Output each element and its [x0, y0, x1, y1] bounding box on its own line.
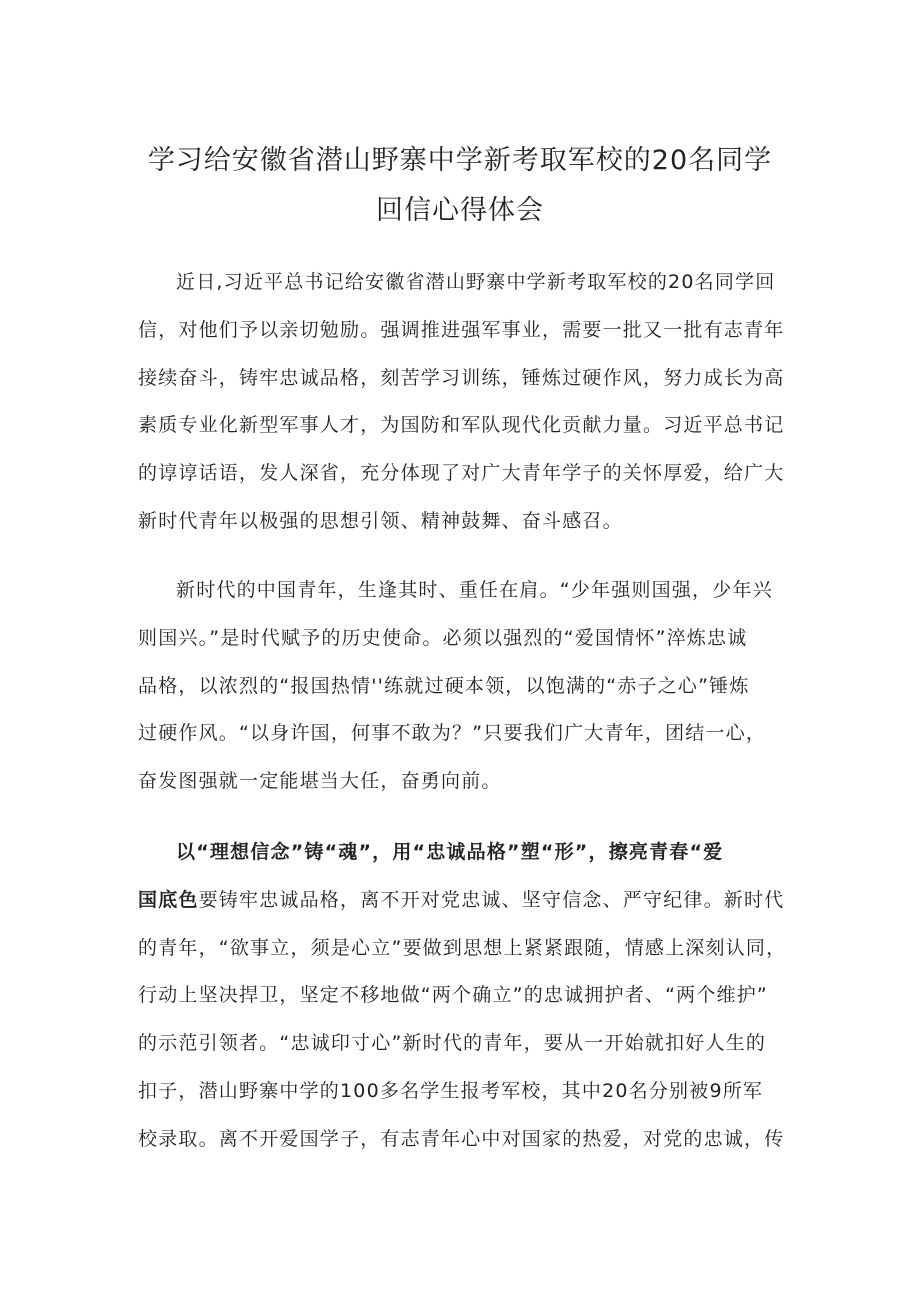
paragraph-line: 接续奋斗，铸牢忠诚品格，刻苦学习训练，锤炼过硬作风，努力成长为高	[138, 366, 785, 389]
paragraph-2	[138, 567, 798, 806]
paragraph-line-text: 要铸牢忠诚品格，离不开对党忠诚、坚守信念、严守纪律。新时代	[198, 888, 785, 911]
section-heading-tail: 国底色	[138, 888, 199, 911]
paragraph-line: 信，对他们予以亲切勉励。强调推进强军事业，需要一批又一批有志青年	[138, 318, 785, 341]
paragraph-line: 近日,习近平总书记给安徽省潜山野寨中学新考取军校的20名同学回	[176, 271, 776, 293]
document-title	[100, 136, 820, 236]
paragraph-line: 的示范引领者。“忠诚印寸心”新时代的青年，要从一开始就扣好人生的	[138, 1032, 767, 1055]
paragraph-line-with-heading-tail	[138, 877, 798, 925]
paragraph-1	[138, 259, 798, 546]
paragraph-line: 新时代的中国青年，生逢其时、重任在肩。“少年强则国强，少年兴	[176, 579, 773, 601]
paragraph-line: 奋发图强就一定能堪当大任，奋勇向前。	[138, 770, 502, 793]
paragraph-line: 过硬作风。“以身许国，何事不敢为？”只要我们广大青年，团结一心，	[138, 722, 767, 745]
title-line-1: 学习给安徽省潜山野寨中学新考取军校的20名同学	[147, 145, 773, 176]
paragraph-line: 扣子，潜山野寨中学的100多名学生报考军校，其中20名分别被9所军	[138, 1079, 764, 1102]
paragraph-line: 的青年，“欲事立，须是心立”要做到思想上紧紧跟随，情感上深刻认同，	[138, 936, 787, 959]
paragraph-line: 的谆谆话语，发人深省，充分体现了对广大青年学子的关怀厚爱，给广大	[138, 462, 785, 485]
paragraph-line: 素质专业化新型军事人才，为国防和军队现代化贡献力量。习近平总书记	[138, 414, 785, 437]
paragraph-line: 新时代青年以极强的思想引领、精神鼓舞、奋斗感召。	[138, 509, 623, 532]
paragraph-line: 校录取。离不开爱国学子，有志青年心中对国家的热爱，对党的忠诚，传	[138, 1127, 785, 1150]
paragraph-line: 品格，以浓烈的“报国热情''练就过硬本领，以饱满的“赤子之心”锤炼	[138, 674, 750, 697]
paragraph-line: 则国兴。”是时代赋予的历史使命。必须以强烈的“爱国情怀”淬炼忠诚	[138, 626, 748, 649]
section-heading: 以“理想信念”铸“魂”，用“忠诚品格”塑“形”，擦亮青春“爱	[176, 841, 724, 863]
paragraph-line: 行动上坚决捍卫，坚定不移地做“两个确立”的忠诚拥护者、“两个维护”	[138, 984, 768, 1007]
title-line-2: 回信心得体会	[376, 195, 544, 226]
paragraph-3	[138, 829, 798, 1164]
